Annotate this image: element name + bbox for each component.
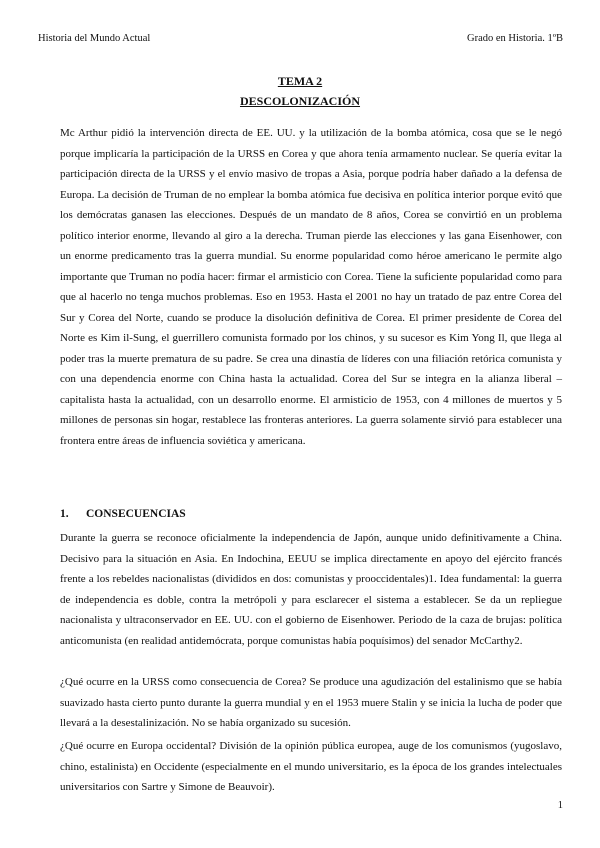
section-number: 1. bbox=[60, 508, 69, 520]
section-heading bbox=[60, 508, 186, 520]
intro-paragraph: Mc Arthur pidió la intervención directa de EE. UU. y la utilización de la bomba atómica, cosa que se le negó porque implicaría la participación de la URSS en Corea y que ahora tenía armamento nuclear. Se quería evitar la participación directa de la URSS y el envío masivo de tropas a Asia, porque podría haber dañado a la defensa de Europa. La decisión de Truman de no emplear la bomba atómica fue decisiva en política interior porque evitó que los demócratas ganasen las elecciones. Después de un mandato de 8 años, Corea se convirtió en un problema político interior enorme, llevando al giro a la derecha. Truman pierde las elecciones y las gana Eisenhower, con un enorme predicamento tras la guerra mundial. Su enorme popularidad como héroe americano le permite algo importante que Truman no podía hacer: firmar el armisticio con Corea. Tiene la suficiente popularidad como para que al hacerlo no tenga muchos problemas. Eso en 1953. Hasta el 2001 no hay un tratado de paz entre Corea del Sur y Corea del Norte, cuando se produce la disolución definitiva de Corea. El primer presidente de Corea del Norte es Kim il-Sung, el guerrillero comunista formado por los chinos, y su sucesor es Kim Yong Il, que llega al poder tras la muerte prematura de su padre. Se crea una dinastía de líderes con una filiación retórica comunista y con una dependencia enorme con China hasta la actualidad. Corea del Sur se integra en la alianza liberal – capitalista hasta la actualidad, con un desarrollo enorme. El armisticio de 1953, con 4 millones de muertos y 5 millones de personas sin hogar, restablece las fronteras anteriores. La guerra solamente sirvió para establecer una frontera entre áreas de influencia soviética y americana. bbox=[60, 127, 562, 447]
europe-paragraph: ¿Qué ocurre en Europa occidental? División de la opinión pública europea, auge de los comunismos (yugoslavo, chino, estalinista) en Occidente (especialmente en el mundo universitario, es la época de los grandes intelectuales universitarios con Sartre y Simone de Beauvoir). bbox=[60, 740, 562, 793]
header-degree: Grado en Historia. 1ºB bbox=[467, 33, 563, 44]
header-course: Historia del Mundo Actual bbox=[38, 33, 151, 44]
title-subject: DESCOLONIZACIÓN bbox=[239, 94, 361, 108]
section-title: CONSECUENCIAS bbox=[86, 508, 186, 520]
ussr-paragraph: ¿Qué ocurre en la URSS como consecuencia de Corea? Se produce una agudización del estalinismo que se había suavizado hasta cierto punto durante la guerra mundial y en el 1953 muere Stalin y se inicia la lucha de poder que llevará a la desestalinización. No se había organizado su sucesión. bbox=[60, 676, 562, 729]
title-topic: TEMA 2 bbox=[277, 74, 323, 88]
page-number: 1 bbox=[557, 800, 563, 811]
consequences-paragraph: Durante la guerra se reconoce oficialmente la independencia de Japón, aunque unido definitivamente a China. Decisivo para la situación en Asia. En Indochina, EEUU se implica directamente en apoyo del ejército francés frente a los rebeldes nacionalistas (divididos en dos: comunistas y prooccidentales)1. Idea fundamental: la guerra de independencia es doble, contra la metrópoli y para esclarecer el sistema a establecer. Se da un repliegue nacionalista y ultraconservador en EE. UU. con el gobierno de Eisenhower. Periodo de la caza de brujas: política anticomunista (en realidad antidemócrata, porque comunistas había poquísimos) del senador McCarthy2. bbox=[60, 532, 562, 647]
